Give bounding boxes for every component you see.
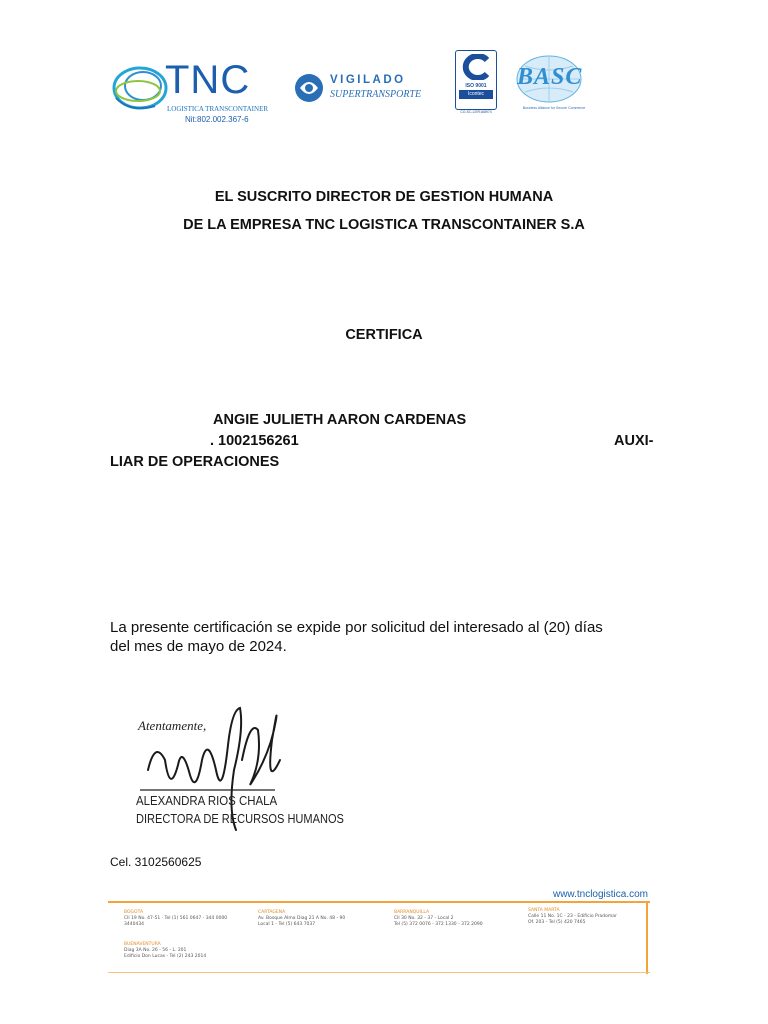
footer-right-rule: [646, 901, 648, 974]
office-line: Of. 203 - Tel (5) 420 7465: [528, 920, 586, 925]
office-line: Tel (5) 372 0076 - 372 1330 - 372 2090: [394, 922, 483, 927]
employee-position-part1: AUXI-: [614, 433, 654, 449]
handwritten-signature: [130, 700, 300, 850]
office-line: Local 1 - Tel (5) 643 7037: [258, 922, 316, 927]
footer-bottom-rule: [108, 972, 650, 973]
office-city: BARRANQUILLA: [394, 910, 430, 915]
statement-line-1: La presente certificación se expide por solicitud del interesado al (20) días: [110, 619, 603, 636]
office-buenaventura: [124, 942, 254, 960]
title-line-1: EL SUSCRITO DIRECTOR DE GESTION HUMANA: [214, 189, 554, 205]
certifica-heading: CERTIFICA: [345, 327, 423, 343]
iso-text: ISO 9001: [465, 83, 487, 89]
vigilado-emblem-icon: [292, 72, 326, 104]
iso-sub: Icontec: [459, 90, 493, 99]
office-line: Calle 11 No. 1C - 23 - Edificio Pradomar: [528, 914, 617, 919]
office-line: Cll 19 No. 47-51 · Tel (1) 561 0647 - 344 0000: [124, 916, 228, 921]
tnc-subtitle: LOGISTICA TRANSCONTAINER: [167, 105, 269, 113]
title-line-2: DE LA EMPRESA TNC LOGISTICA TRANSCONTAINER S.A: [183, 217, 585, 233]
signer-role: DIRECTORA DE RECURSOS HUMANOS: [136, 811, 344, 826]
employee-position-part2: LIAR DE OPERACIONES: [110, 454, 280, 470]
office-line: Av. Bosque Alma Diag 21 A No. 48 - 90: [258, 916, 346, 921]
office-city: SANTA MARTA: [528, 908, 560, 913]
tnc-nit: Nit:802.002.367-6: [185, 115, 249, 124]
office-line: Edificio Don Lucas - Tel (2) 243 2014: [124, 954, 207, 959]
office-city: CARTAGENA: [258, 910, 286, 915]
basc-wordmark: BASC: [517, 64, 583, 90]
vigilado-logo: [290, 68, 435, 108]
header-logos: [105, 44, 605, 134]
office-bogota: [124, 910, 254, 928]
iso-caption: CO-SC-CER168974: [460, 110, 492, 114]
office-city: BUENAVENTURA: [124, 942, 161, 947]
office-barranquilla: [394, 910, 524, 928]
employee-id-prefix: .: [210, 433, 215, 449]
office-cartagena: [258, 910, 388, 928]
office-line: Diag 3A No. 26 - 56 - L. 201: [124, 948, 187, 953]
iso-logo: [455, 50, 497, 114]
office-city: BOGOTA: [124, 910, 144, 915]
signature-closing: Atentamente,: [138, 718, 207, 733]
office-line: Cll 30 No. 32 - 37 - Local 2: [394, 916, 454, 921]
employee-name: ANGIE JULIETH AARON CARDENAS: [213, 412, 467, 428]
supertransporte-text: SUPERTRANSPORTE: [330, 89, 422, 100]
statement-line-2: del mes de mayo de 2024.: [110, 638, 287, 655]
employee-id: 1002156261: [218, 433, 299, 449]
footer-orange-rule: [108, 901, 650, 903]
tnc-logo: [105, 54, 280, 129]
vigilado-text: VIGILADO: [330, 74, 406, 86]
office-santa-marta: [528, 908, 643, 926]
iso-mark-icon: [460, 54, 490, 80]
footer-website: www.tnclogistica.com: [552, 889, 648, 900]
tnc-wordmark: TNC: [165, 58, 251, 102]
basc-caption: Business Alliance for Secure Commerce: [522, 106, 586, 110]
office-line: 3440434: [124, 922, 145, 927]
basc-logo: [507, 54, 597, 114]
signer-name: ALEXANDRA RIOS CHALA: [136, 793, 278, 808]
footer: [108, 888, 650, 974]
signature-block: [130, 700, 350, 850]
cel-contact: Cel. 3102560625: [110, 855, 202, 869]
